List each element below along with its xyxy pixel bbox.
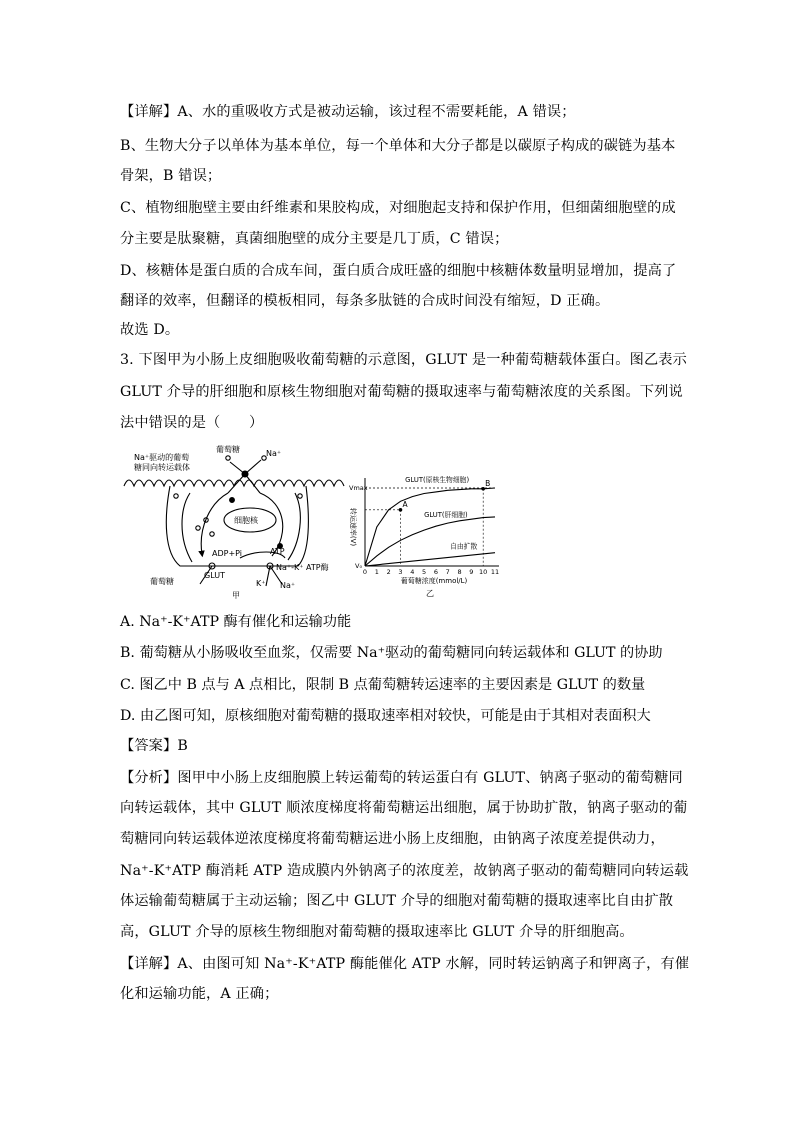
chart-yi (349, 475, 499, 598)
label-yi: 乙 (426, 589, 434, 598)
label-nucleus: 细胞核 (234, 516, 258, 525)
text-line-5: 分主要是肽聚糖，真菌细胞壁的成分主要是几丁质，C 错误； (120, 231, 509, 247)
label-glucose-top: 葡萄糖 (216, 445, 240, 454)
label-symporter-2: 糖同向转运载体 (134, 463, 190, 472)
label-na-top: Na⁺ (266, 449, 282, 458)
x-tick-2: 2 (386, 568, 391, 576)
detail-line-2: 化和运输功能，A 正确； (120, 986, 279, 1002)
question-line-2: GLUT 介导的肝细胞和原核生物细胞对葡萄糖的摄取速率与葡萄糖浓度的关系图。下列说 (120, 384, 683, 400)
series-label-2: 自由扩散 (450, 542, 478, 551)
x-tick-0: 0 (362, 568, 368, 576)
vmax-label: Vmax (349, 484, 368, 492)
label-na-bottom: Na⁺ (280, 581, 296, 590)
series-line-1 (365, 517, 495, 566)
text-line-6: D、核糖体是蛋白质的合成车间，蛋白质合成旺盛的细胞中核糖体数量明显增加，提高了 (120, 263, 677, 279)
label-symporter-1: Na⁺驱动的葡萄 (134, 453, 190, 462)
x-tick-9: 9 (469, 568, 474, 576)
x-axis-label: 葡萄糖浓度(mmol/L) (400, 577, 468, 585)
text-line-8: 故选 D。 (120, 322, 180, 338)
analysis-line-5: 体运输葡萄糖属于主动运输；图乙中 GLUT 介导的细胞对葡萄糖的摄取速率比自由扩散 (120, 893, 674, 909)
label-atp: ATP (270, 547, 285, 556)
text-line-1: 【详解】A、水的重吸收方式是被动运输，该过程不需要耗能，A 错误； (120, 104, 576, 120)
y-axis-label: 转运速率(V) (349, 507, 357, 547)
v0-label: V₀ (355, 562, 363, 570)
x-tick-6: 6 (433, 568, 438, 576)
option-d: D. 由乙图可知，原核细胞对葡萄糖的摄取速率相对较快，可能是由于其相对表面积大 (120, 708, 651, 724)
x-tick-7: 7 (445, 568, 450, 576)
label-k: K⁺ (256, 579, 266, 588)
x-tick-10: 10 (479, 568, 488, 576)
label-pump: Na⁺-K⁺ ATP酶 (276, 563, 329, 572)
x-tick-3: 3 (398, 568, 403, 576)
analysis-line-1: 【分析】图甲中小肠上皮细胞膜上转运葡萄的转运蛋白有 GLUT、钠离子驱动的葡萄糖同 (120, 770, 683, 786)
series-label-0: GLUT(原核生物细胞) (405, 476, 470, 484)
label-adp: ADP+Pi (212, 549, 243, 558)
option-b: B. 葡萄糖从小肠吸收至血浆，仅需要 Na⁺驱动的葡萄糖同向转运载体和 GLUT 的协助 (120, 645, 663, 661)
label-glut: GLUT (204, 571, 225, 580)
series-label-1: GLUT(肝细胞) (424, 511, 468, 520)
x-tick-1: 1 (374, 568, 379, 576)
option-a: A. Na⁺-K⁺ATP 酶有催化和运输功能 (120, 614, 352, 630)
option-c: C. 图乙中 B 点与 A 点相比，限制 B 点葡萄糖转运速率的主要因素是 GLUT 的数量 (120, 677, 646, 693)
point-label-B: B (485, 478, 491, 488)
analysis-line-2: 向转运载体，其中 GLUT 顺浓度梯度将葡萄糖运出细胞，属于协助扩散，钠离子驱动的葡 (120, 800, 688, 816)
point-label-A: A (402, 499, 408, 509)
diagram-jia-labels (134, 444, 329, 600)
label-glucose-bottom: 葡萄糖 (150, 577, 174, 586)
analysis-line-6: 高，GLUT 介导的原核生物细胞对葡萄糖的摄取速率比 GLUT 介导的肝细胞高。 (120, 924, 634, 940)
question-line-3: 法中错误的是（ ） (120, 415, 264, 431)
x-tick-8: 8 (457, 568, 462, 576)
series-line-2 (365, 553, 495, 566)
analysis-line-3: 萄糖同向转运载体逆浓度梯度将葡萄糖运进小肠上皮细胞，由钠离子浓度差提供动力， (120, 831, 665, 847)
x-tick-5: 5 (422, 568, 427, 576)
x-tick-11: 11 (490, 568, 500, 576)
text-line-2: B、生物大分子以单体为基本单位，每一个单体和大分子都是以碳原子构成的碳链为基本 (120, 138, 676, 154)
answer-line: 【答案】B (120, 738, 188, 754)
question-line-1: 3. 下图甲为小肠上皮细胞吸收葡萄糖的示意图，GLUT 是一种葡萄糖载体蛋白。图乙表示 (120, 352, 687, 368)
text-line-4: C、植物细胞壁主要由纤维素和果胶构成，对细胞起支持和保护作用，但细菌细胞壁的成 (120, 200, 676, 216)
analysis-line-4: Na⁺-K⁺ATP 酶消耗 ATP 造成膜内外钠离子的浓度差，故钠离子驱动的葡萄糖同向转运载 (120, 863, 689, 879)
text-line-7: 翻译的效率，但翻译的模板相同，每条多肽链的合成时间没有缩短，D 正确。 (120, 293, 610, 309)
microvilli-membrane (124, 480, 344, 486)
text-line-3: 骨架，B 错误； (120, 168, 222, 184)
label-jia: 甲 (232, 591, 240, 600)
detail-line-1: 【详解】A、由图可知 Na⁺-K⁺ATP 酶能催化 ATP 水解，同时转运钠离子和钾离子，有催 (120, 956, 690, 972)
x-tick-4: 4 (410, 568, 415, 576)
figure (120, 438, 500, 603)
